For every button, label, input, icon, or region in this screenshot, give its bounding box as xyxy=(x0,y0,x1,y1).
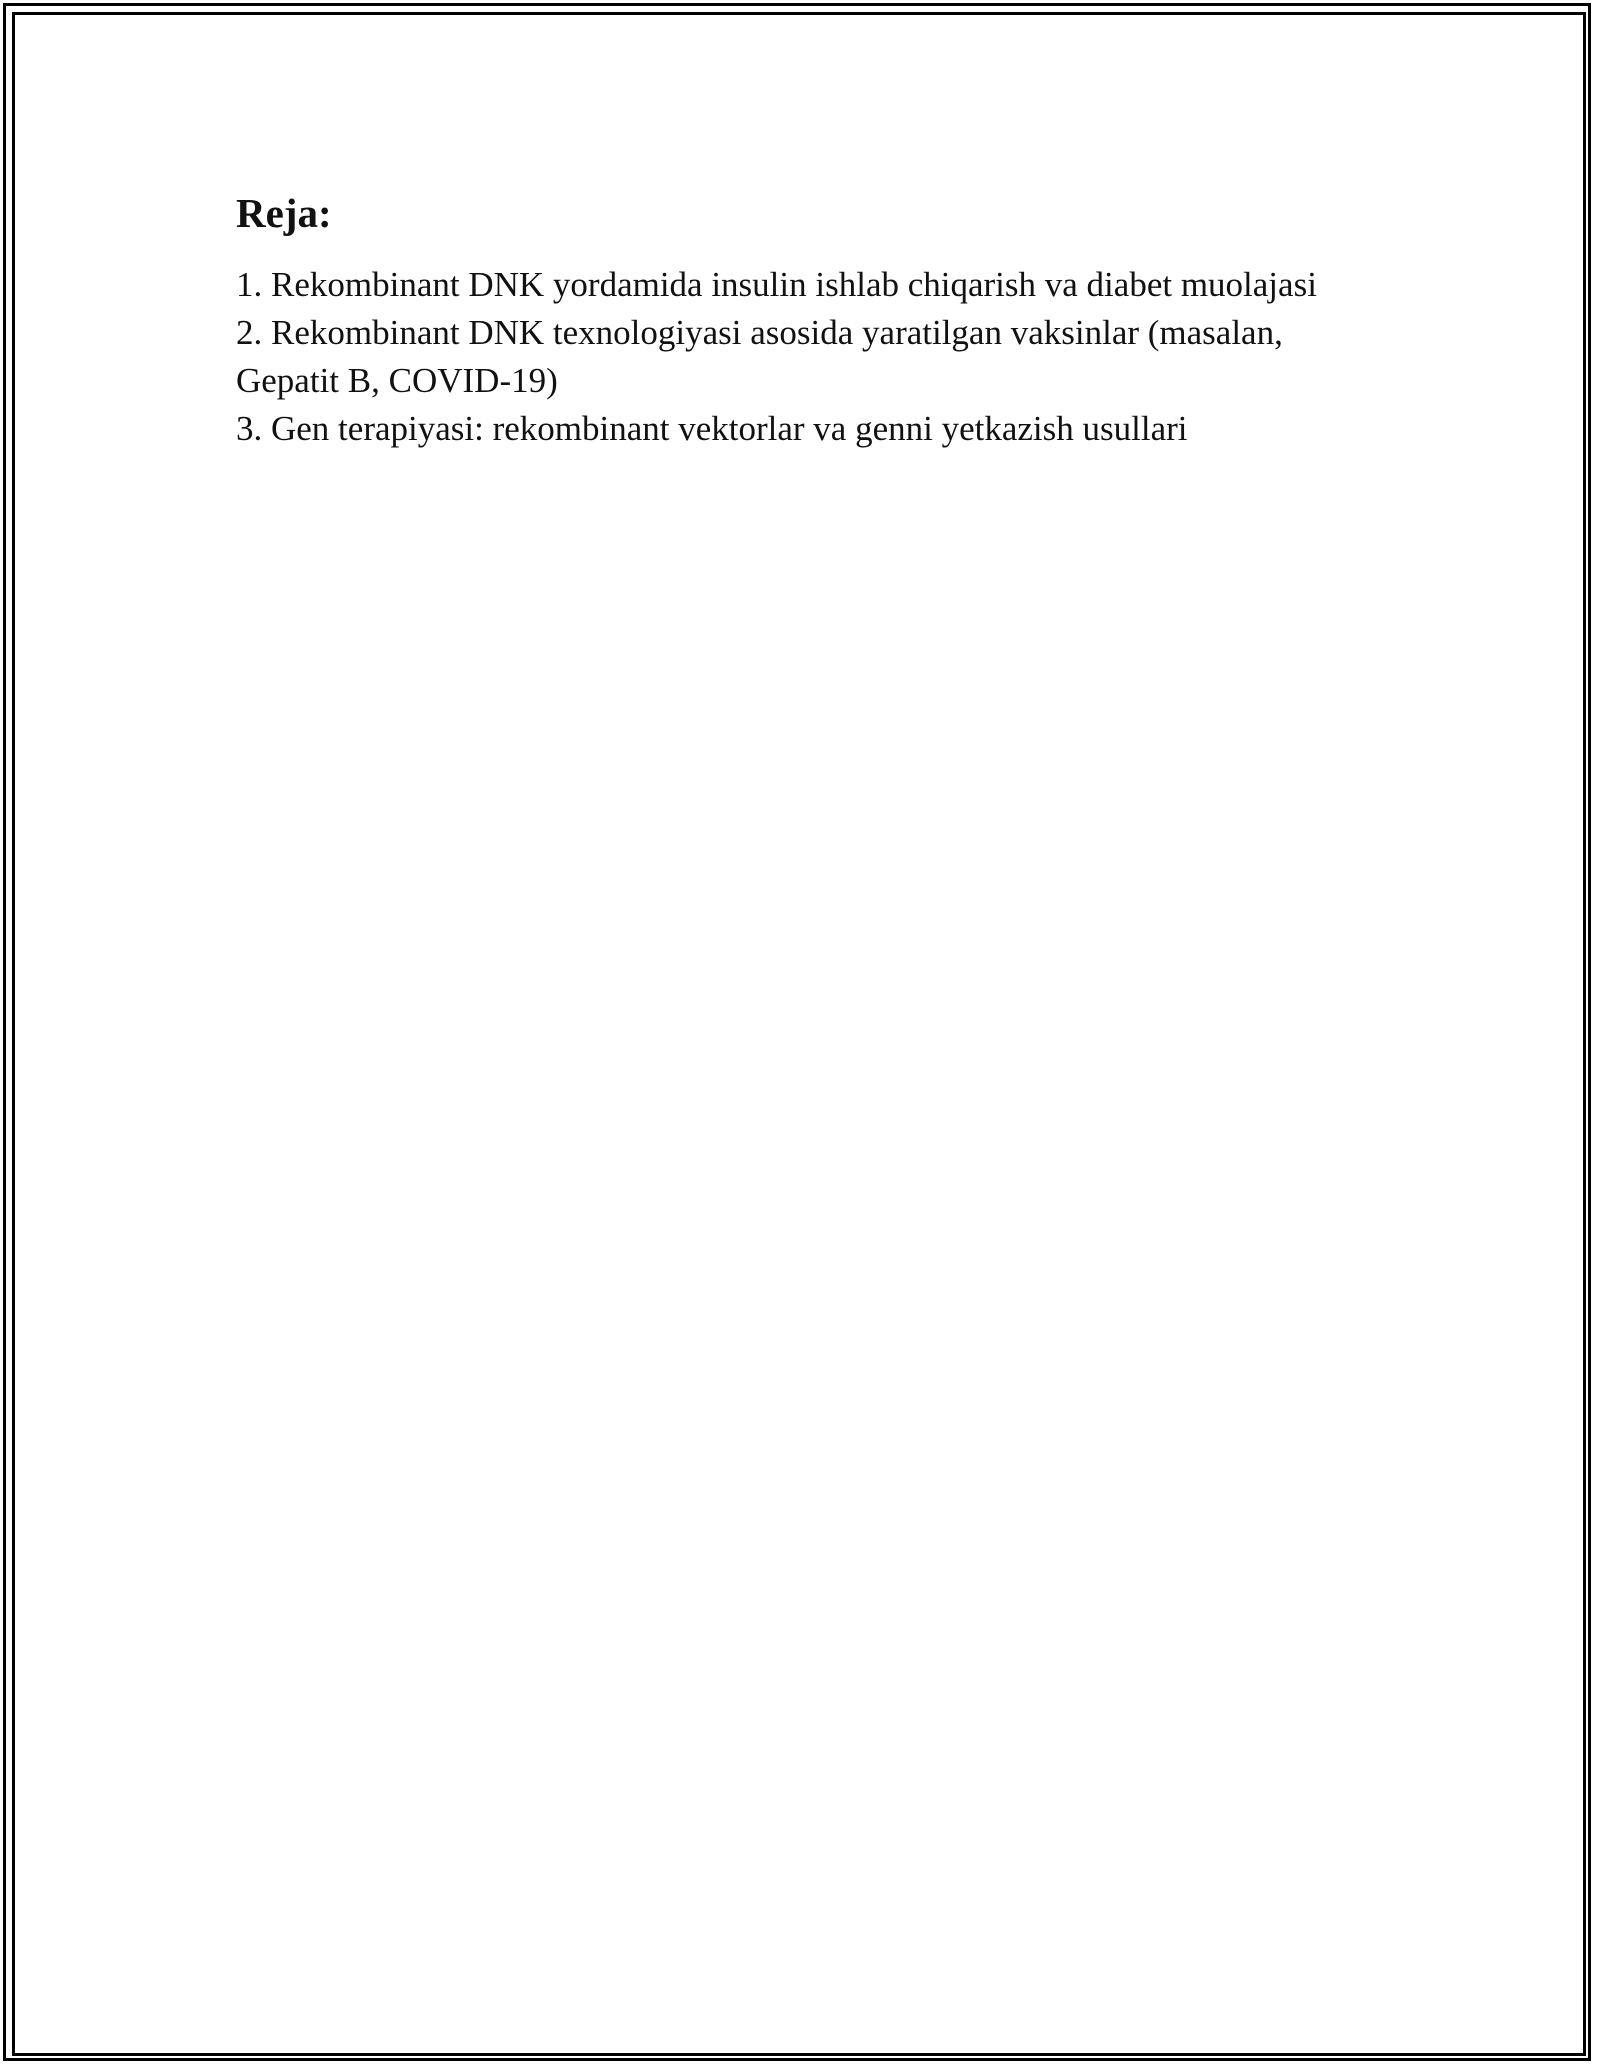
plan-item: 3. Gen terapiyasi: rekombinant vektorlar va genni yetkazish usullari xyxy=(236,409,1188,448)
page-title: Reja: xyxy=(236,190,332,236)
plan-list xyxy=(236,261,1366,453)
plan-item: 1. Rekombinant DNK yordamida insulin ishlab chiqarish va diabet muolajasi xyxy=(236,265,1317,304)
plan-item: 2. Rekombinant DNK texnologiyasi asosida yaratilgan vaksinlar (masalan, Gepatit B, COVID-19) xyxy=(236,313,1283,400)
document-content xyxy=(236,185,1366,453)
